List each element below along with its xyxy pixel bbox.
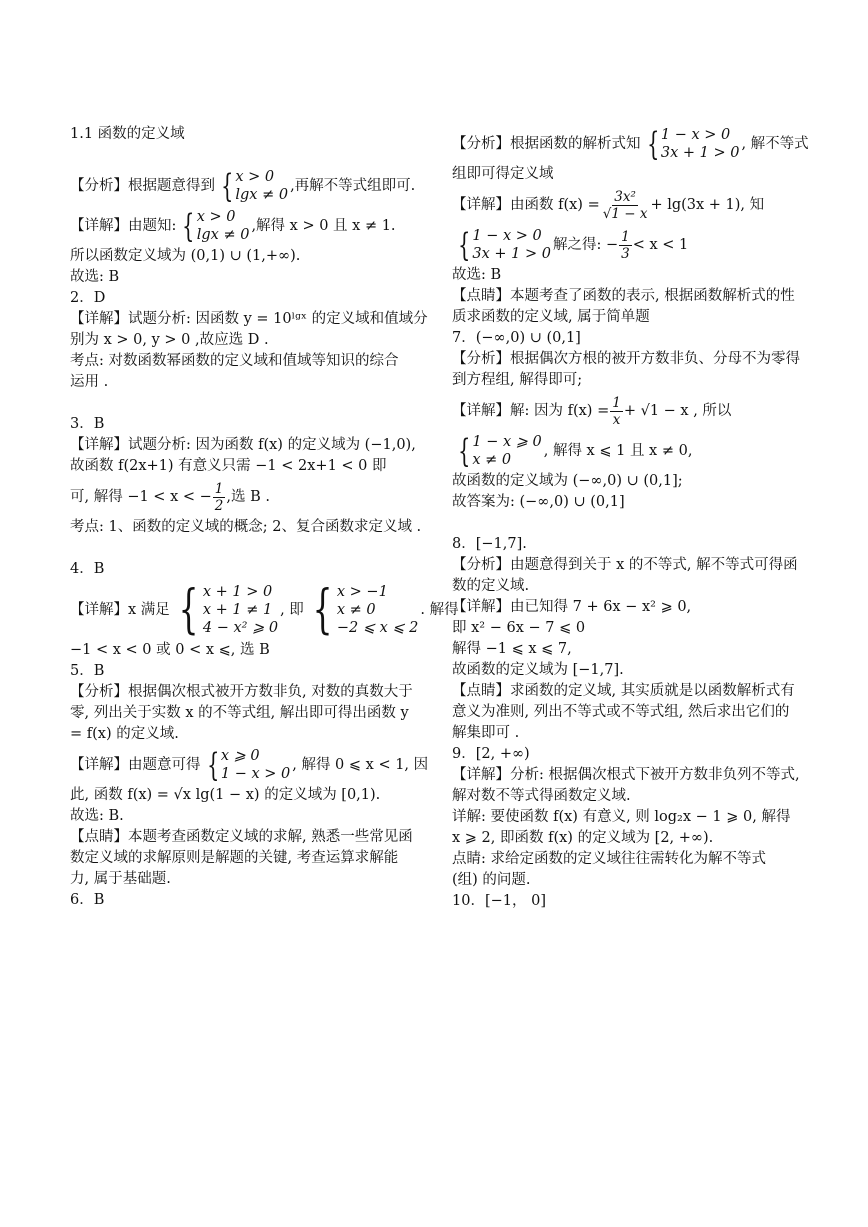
numerator: 1 [214, 480, 224, 497]
text-line: 此, 函数 f(x) = √x lg(1 − x) 的定义域为 [0,1). [70, 787, 381, 803]
text-line: 故选: B [70, 269, 120, 285]
text: 【分析】根据题意得到 [70, 178, 215, 194]
text-line: 【点睛】本题考查函数定义域的求解, 熟悉一些常见函 [70, 829, 413, 845]
text-line: 【详解】分析: 根据偶次根式下被开方数非负列不等式, [452, 767, 800, 783]
inequality-system: { x > 0 lgx ≠ 0 [182, 207, 250, 245]
answer-4-heading: 4．B [70, 561, 105, 577]
sys-row: x > 0 [235, 169, 275, 185]
inequality-system: { x > 0 lgx ≠ 0 [221, 167, 289, 205]
text-line [452, 431, 812, 471]
answer-5-heading: 5．B [70, 663, 105, 679]
text-line: (组) 的问题. [452, 872, 531, 888]
text-line: 故选: B. [70, 808, 124, 824]
text-line: 考点: 1、函数的定义域的概念; 2、复合函数求定义域 . [70, 519, 422, 535]
sys-row: x ≠ 0 [336, 602, 376, 618]
denominator: 3 [621, 245, 630, 262]
inequality-system: { x + 1 > 0 x + 1 ≠ 1 4 − x² ⩾ 0 [178, 580, 279, 640]
sys-row: 4 − x² ⩾ 0 [202, 620, 279, 636]
text-line: 考点: 对数函数幂函数的定义域和值域等知识的综合 [70, 353, 399, 369]
text: 可, 解得 −1 < x < − [70, 489, 212, 505]
answer-6-detail [452, 185, 812, 225]
sys-row: x > −1 [336, 584, 388, 600]
text-line: 故函数的定义域为 [−1,7]. [452, 662, 624, 678]
text: ,选 B . [226, 489, 270, 505]
text: , 即 [280, 602, 304, 618]
text-line: 所以函数定义域为 (0,1) ∪ (1,+∞). [70, 248, 301, 264]
text: 【详解】由题知: [70, 218, 177, 234]
text: 【分析】根据函数的解析式知 [452, 136, 641, 152]
sys-row: 1 − x > 0 [220, 766, 291, 782]
text: 【详解】由题意可得 [70, 757, 201, 773]
sys-row: 3x + 1 > 0 [660, 145, 740, 161]
text: 【详解】解: 因为 f(x) = [452, 403, 610, 419]
right-column [452, 124, 812, 912]
fraction [619, 229, 632, 262]
text-line: 零, 列出关于实数 x 的不等式组, 解出即可得出函数 y [70, 705, 409, 721]
inequality-system: { 1 − x ⩾ 0 x ≠ 0 [458, 432, 542, 470]
answer-3-heading: 3．B [70, 416, 105, 432]
inequality-system: { 1 − x > 0 3x + 1 > 0 [646, 125, 740, 163]
sys-row: x ⩾ 0 [220, 748, 260, 764]
sys-row: 1 − x > 0 [660, 127, 731, 143]
text-line: 故选: B [452, 267, 502, 283]
fraction [610, 395, 623, 428]
answer-1-analysis [70, 166, 435, 206]
answer-8-heading: 8．[−1,7]. [452, 536, 527, 552]
text: 【详解】x 满足 [70, 602, 170, 618]
text-line: −1 < x < 0 或 0 < x ⩽, 选 B [70, 642, 270, 658]
sys-row: lgx ≠ 0 [235, 187, 289, 203]
sys-row: x > 0 [196, 209, 236, 225]
text-line: 故函数的定义域为 (−∞,0) ∪ (0,1]; [452, 473, 683, 489]
text-line: 力, 属于基础题. [70, 871, 171, 887]
text-line: 故函数 f(2x+1) 有意义只需 −1 < 2x+1 < 0 即 [70, 458, 387, 474]
text-line: 解对数不等式得函数定义域. [452, 788, 631, 804]
text-line: 解得 −1 ⩽ x ⩽ 7, [452, 641, 572, 657]
text-line: 【分析】根据偶次根式被开方数非负, 对数的真数大于 [70, 684, 413, 700]
inequality-system: { 1 − x > 0 3x + 1 > 0 [458, 226, 551, 264]
sys-row: x ≠ 0 [472, 452, 512, 468]
denominator: x [612, 411, 621, 428]
text: . 解得 [420, 602, 459, 618]
text-line: 【分析】由题意得到关于 x 的不等式, 解不等式可得函 [452, 557, 798, 573]
text: ,再解不等式组即可. [290, 178, 416, 194]
numerator: 1 [621, 228, 630, 245]
text-line: 意义为准则, 列出不等式或不等式组, 然后求出它们的 [452, 704, 790, 720]
text: < x < 1 [632, 237, 689, 253]
text-line: 详解: 要使函数 f(x) 有意义, 则 log₂x − 1 ⩾ 0, 解得 [452, 809, 791, 825]
answer-2-heading: 2．D [70, 290, 106, 306]
text-line: 【分析】根据偶次方根的被开方数非负、分母不为零得 [452, 351, 800, 367]
text-line: 数的定义域. [452, 578, 530, 594]
text-line: = f(x) 的定义域. [70, 726, 179, 742]
text-line: 组即可得定义域 [452, 166, 554, 182]
denominator: √1 − x [602, 205, 648, 222]
answer-6-heading: 6．B [70, 892, 105, 908]
text-line: 【点睛】本题考查了函数的表示, 根据函数解析式的性 [452, 288, 795, 304]
text-line: 【点睛】求函数的定义域, 其实质就是以函数解析式有 [452, 683, 795, 699]
text-line: 运用 . [70, 374, 109, 390]
text-line [452, 225, 812, 265]
text-line: 【详解】试题分析: 因函数 y = 10ˡᵍˣ 的定义域和值域分 [70, 311, 428, 327]
text: ,解得 x > 0 且 x ≠ 1. [251, 218, 396, 234]
text: + lg(3x + 1), 知 [650, 197, 765, 213]
text-line: x ⩾ 2, 即函数 f(x) 的定义域为 [2, +∞). [452, 830, 714, 846]
text-line: 质求函数的定义域, 属于简单题 [452, 309, 650, 325]
sys-row: x + 1 ≠ 1 [202, 602, 273, 618]
answer-1-detail [70, 206, 435, 246]
text: , 解得 0 ⩽ x < 1, 因 [292, 757, 429, 773]
answer-9-heading: 9．[2, +∞) [452, 746, 530, 762]
text: 【详解】由函数 f(x) = [452, 197, 600, 213]
sys-row: lgx ≠ 0 [196, 227, 250, 243]
text-line: 到方程组, 解得即可; [452, 372, 583, 388]
inequality-system: { x > −1 x ≠ 0 −2 ⩽ x ⩽ 2 [312, 580, 419, 640]
numerator: 1 [612, 394, 621, 411]
inequality-system: { x ⩾ 0 1 − x > 0 [206, 746, 291, 784]
answer-7-detail [452, 391, 812, 431]
numerator: 3x² [614, 188, 636, 205]
text: + √1 − x , 所以 [623, 403, 732, 419]
left-column [70, 124, 459, 911]
text-line: 数定义域的求解原则是解题的关键, 考查运算求解能 [70, 850, 399, 866]
text: , 解得 x ⩽ 1 且 x ≠ 0, [543, 443, 693, 459]
denominator: 2 [214, 497, 224, 514]
answer-5-detail [70, 745, 435, 785]
sys-row: −2 ⩽ x ⩽ 2 [336, 620, 419, 636]
text-line: 解集即可 . [452, 725, 520, 741]
sys-row: 1 − x > 0 [472, 228, 542, 244]
text-line: 【详解】由已知得 7 + 6x − x² ⩾ 0, [452, 599, 692, 615]
text-line: 【详解】试题分析: 因为函数 f(x) 的定义域为 (−1,0), [70, 437, 416, 453]
text-line [70, 477, 435, 517]
text-line: 点睛: 求给定函数的定义域往往需转化为解不等式 [452, 851, 766, 867]
text-line: 即 x² − 6x − 7 ⩽ 0 [452, 620, 586, 636]
sys-row: 1 − x ⩾ 0 [472, 434, 542, 450]
fraction [601, 189, 650, 222]
fraction [213, 481, 226, 514]
answer-7-heading: 7．(−∞,0) ∪ (0,1] [452, 330, 581, 346]
answer-4-detail [70, 580, 459, 640]
section-title: 1.1 函数的定义域 [70, 126, 185, 142]
text: , 解不等式 [741, 136, 809, 152]
sys-row: x + 1 > 0 [202, 584, 273, 600]
sys-row: 3x + 1 > 0 [472, 246, 551, 262]
text: 解之得: − [552, 237, 619, 253]
text-line: 故答案为: (−∞,0) ∪ (0,1] [452, 494, 625, 510]
answer-6-analysis [452, 124, 812, 164]
answer-10-heading: 10．[−1， 0] [452, 893, 546, 909]
text-line: 别为 x > 0, y > 0 ,故应选 D . [70, 332, 269, 348]
